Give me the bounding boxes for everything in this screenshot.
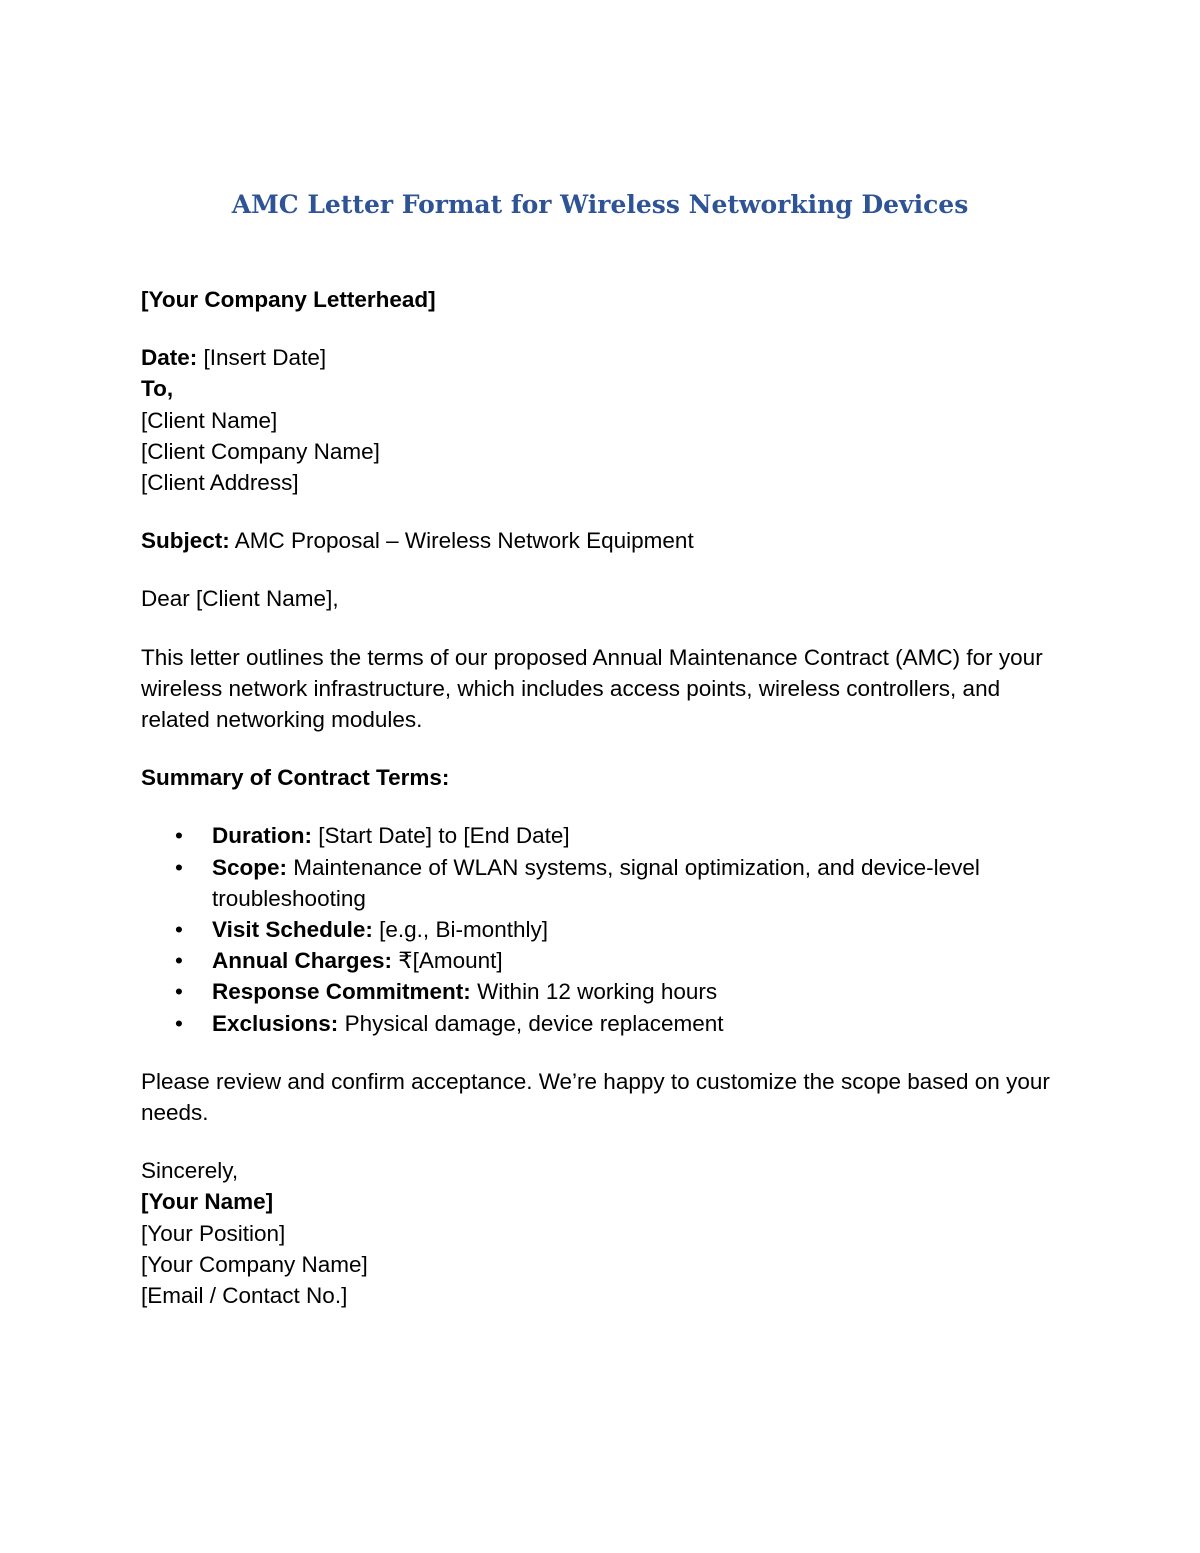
summary-heading: Summary of Contract Terms: xyxy=(141,765,450,791)
signer-company: [Your Company Name] xyxy=(141,1251,368,1277)
date-label: Date: xyxy=(141,345,198,371)
signature-block xyxy=(141,1155,1061,1311)
subject-label: Subject: xyxy=(141,528,230,554)
term-value: Physical damage, device replacement xyxy=(344,1010,724,1036)
letterhead xyxy=(141,284,1061,315)
bullet-icon: • xyxy=(175,979,183,1005)
bullet-icon: • xyxy=(175,1010,183,1036)
terms-list xyxy=(141,820,1061,1038)
term-label: Visit Schedule: xyxy=(212,917,373,943)
to-label: To, xyxy=(141,376,174,402)
term-label: Response Commitment: xyxy=(212,979,471,1005)
closing: Sincerely, xyxy=(141,1158,239,1184)
term-label: Annual Charges: xyxy=(212,948,393,974)
closing-paragraph: Please review and confirm acceptance. We’re happy to customize the scope based on your needs. xyxy=(141,1068,1050,1126)
signer-name: [Your Name] xyxy=(141,1189,274,1215)
letter-body xyxy=(141,284,1061,1338)
client-company: [Client Company Name] xyxy=(141,438,380,464)
term-item-exclusions xyxy=(141,1008,1061,1039)
bullet-icon: • xyxy=(175,917,183,943)
term-label: Duration: xyxy=(212,823,312,849)
term-label: Scope: xyxy=(212,854,288,880)
term-value: ₹[Amount] xyxy=(398,948,503,974)
term-item-visit-schedule xyxy=(141,914,1061,945)
term-item-annual-charges xyxy=(141,945,1061,976)
document-title: AMC Letter Format for Wireless Networking Devices xyxy=(231,190,969,219)
bullet-icon: • xyxy=(175,823,183,849)
letterhead-text: [Your Company Letterhead] xyxy=(141,287,436,312)
term-item-duration xyxy=(141,820,1061,851)
term-label: Exclusions: xyxy=(212,1010,339,1036)
bullet-icon: • xyxy=(175,948,183,974)
signer-position: [Your Position] xyxy=(141,1220,286,1246)
signer-contact: [Email / Contact No.] xyxy=(141,1283,348,1309)
term-value: [Start Date] to [End Date] xyxy=(318,823,570,849)
term-item-scope xyxy=(141,852,1061,914)
client-address: [Client Address] xyxy=(141,470,299,496)
date-value: [Insert Date] xyxy=(203,345,327,371)
subject-line xyxy=(141,525,1061,556)
date-and-recipient xyxy=(141,342,1061,498)
subject-value: AMC Proposal – Wireless Network Equipment xyxy=(234,528,694,554)
bullet-icon: • xyxy=(175,854,183,880)
term-value: Maintenance of WLAN systems, signal optimization, and device-level troubleshooting xyxy=(212,854,980,911)
date-line xyxy=(141,342,1061,373)
intro-paragraph: This letter outlines the terms of our proposed Annual Maintenance Contract (AMC) for your wireless network infrastructure, which includes access points, wireless controllers, and related networking modules. xyxy=(141,644,1043,733)
client-name: [Client Name] xyxy=(141,407,278,433)
salutation: Dear [Client Name], xyxy=(141,586,339,612)
term-item-response-commitment xyxy=(141,976,1061,1007)
term-value: [e.g., Bi-monthly] xyxy=(379,917,548,943)
term-value: Within 12 working hours xyxy=(477,979,718,1005)
